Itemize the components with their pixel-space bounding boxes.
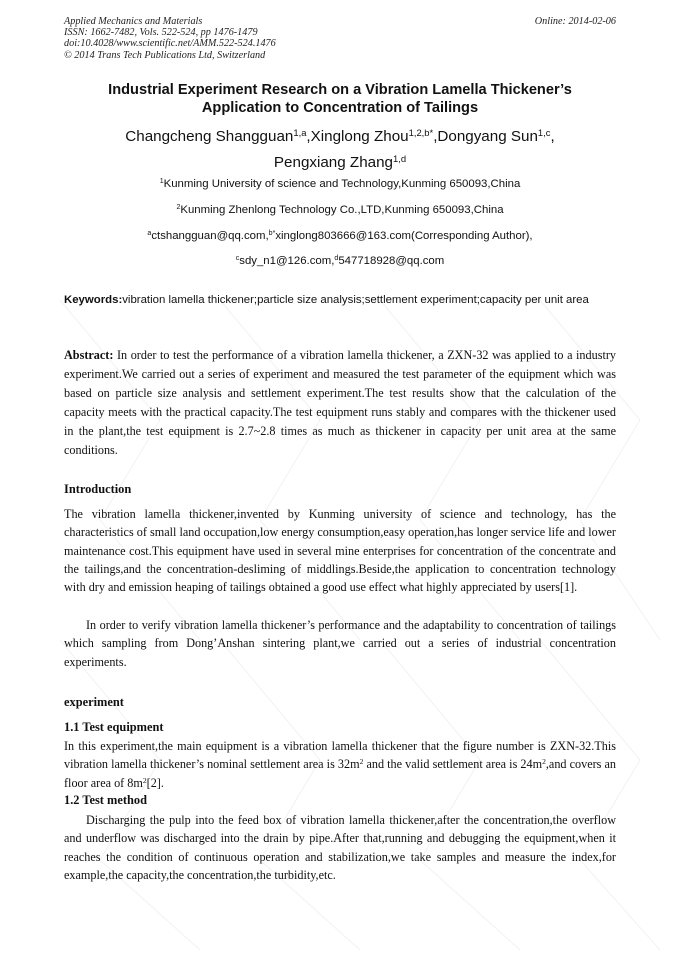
email-line-2 <box>64 254 616 268</box>
online-date: Online: 2014-02-06 <box>534 16 616 27</box>
journal-issn: ISSN: 1662-7482, Vols. 522-524, pp 1476-1479 <box>64 27 258 39</box>
introduction-paragraph-2: In order to verify vibration lamella thickener’s performance and the adaptability to concentration of tailings which sampling from Dong’Anshan sintering plant,we carried out a series of industrial concentration experiments. <box>64 618 616 669</box>
author-name: ,Dongyang Sun <box>433 128 538 145</box>
keywords-label: Keywords: <box>64 294 123 306</box>
affiliation-1 <box>64 177 616 191</box>
email-superscript: b* <box>268 230 276 238</box>
title-line-2: Application to Concentration of Tailings <box>201 100 479 116</box>
author-superscript: 1,2,b* <box>408 126 434 138</box>
author-superscript: 1,c <box>537 126 551 138</box>
paragraph-text: ,and covers an floor area of 8m <box>64 757 617 790</box>
email-text: xinglong803666@163.com(Corresponding Author), <box>275 230 533 242</box>
unit-superscript: 2 <box>542 757 546 767</box>
affiliation-superscript: 1 <box>159 178 164 186</box>
email-superscript: c <box>235 255 240 263</box>
section-heading-experiment: experiment <box>64 695 124 709</box>
unit-superscript: 2 <box>359 757 364 767</box>
affiliation-text: Kunming Zhenlong Technology Co.,LTD,Kunming 650093,China <box>180 204 504 216</box>
email-text: sdy_n1@126.com, <box>239 255 335 267</box>
journal-header <box>64 16 616 61</box>
abstract-label: Abstract: <box>64 348 114 362</box>
affiliation-text: Kunming University of science and Technology,Kunming 650093,China <box>163 178 521 190</box>
affiliation-2 <box>64 203 616 217</box>
paper-title <box>64 81 616 117</box>
paragraph-text: and the valid settlement area is 24m <box>366 757 543 772</box>
email-text: 547718928@qq.com <box>338 255 445 267</box>
abstract <box>64 346 616 461</box>
keywords-text: vibration lamella thickener;particle size analysis;settlement experiment;capacity per unit area <box>122 294 589 306</box>
affiliation-superscript: 2 <box>176 204 181 212</box>
subsection-heading-test-method: 1.2 Test method <box>64 793 147 807</box>
author-name: Pengxiang Zhang <box>273 154 393 171</box>
section-heading-introduction: Introduction <box>64 482 132 496</box>
title-line-1: Industrial Experiment Research on a Vibration Lamella Thickener’s <box>108 82 572 98</box>
email-superscript: a <box>147 230 152 238</box>
test-equipment-paragraph <box>64 737 616 792</box>
email-text: ctshangguan@qq.com, <box>151 230 269 242</box>
introduction-paragraph-1: The vibration lamella thickener,invented by Kunming university of science and technology, has the characteristics of small land occupation,low energy consumption,easy operation,has longer service life and lower maintenance cost.This equipment have used in several mine enterprises for concentration of the concentrate and the tailings,and the concentration-desliming of middlings.Beside,the application to concentration technology with dry and emission heaping of tailings obtained a good use effect what highly appreciated by users[1]. <box>64 507 616 595</box>
unit-superscript: 2 <box>142 775 147 785</box>
email-line-1 <box>64 229 616 243</box>
author-name: Changcheng Shangguan <box>125 128 294 145</box>
journal-copyright: © 2014 Trans Tech Publications Ltd, Switzerland <box>64 49 266 61</box>
author-superscript: 1,a <box>293 126 307 138</box>
paragraph-text: [2]. <box>146 775 164 790</box>
author-line-2 <box>64 150 616 176</box>
author-name: ,Xinglong Zhou <box>306 128 409 145</box>
email-superscript: d <box>334 255 339 263</box>
author-line-1 <box>64 124 616 150</box>
journal-name: Applied Mechanics and Materials <box>64 16 203 27</box>
test-method-paragraph: Discharging the pulp into the feed box of vibration lamella thickener,after the concentration,the overflow and underflow was discharged into the drain by pipe.After that,running and debugging the equipment,when it reaches the condition of continuous operation and stabilization,we take samples and measure the index,for example,the capacity,the concentration,the turbidity,etc. <box>64 813 616 882</box>
author-separator: , <box>550 128 555 145</box>
journal-doi: doi:10.4028/www.scientific.net/AMM.522-524.1476 <box>64 38 276 50</box>
paragraph-text: In this experiment,the main equipment is a vibration lamella thickener that the figure number is ZXN-32.This vibration lamella thickener’s nominal settlement area is 32m <box>64 739 616 772</box>
author-list <box>64 124 616 176</box>
subsection-heading-test-equipment: 1.1 Test equipment <box>64 720 164 734</box>
abstract-text: In order to test the performance of a vibration lamella thickener, a ZXN-32 was applied to a industry experiment.We carried out a series of experiment and measured the test parameter of the equipment which was based on particle size analysis and settlement experiment.The test results show that the calculation of the capacity meets with the practical capacity.The test equipment runs stably and compares with the thickener used in the plant,the test equipment is 2.7~2.8 times as much as thickener in capacity per unit area at the same conditions. <box>64 348 616 458</box>
keywords <box>64 292 616 309</box>
author-superscript: 1,d <box>392 152 407 164</box>
